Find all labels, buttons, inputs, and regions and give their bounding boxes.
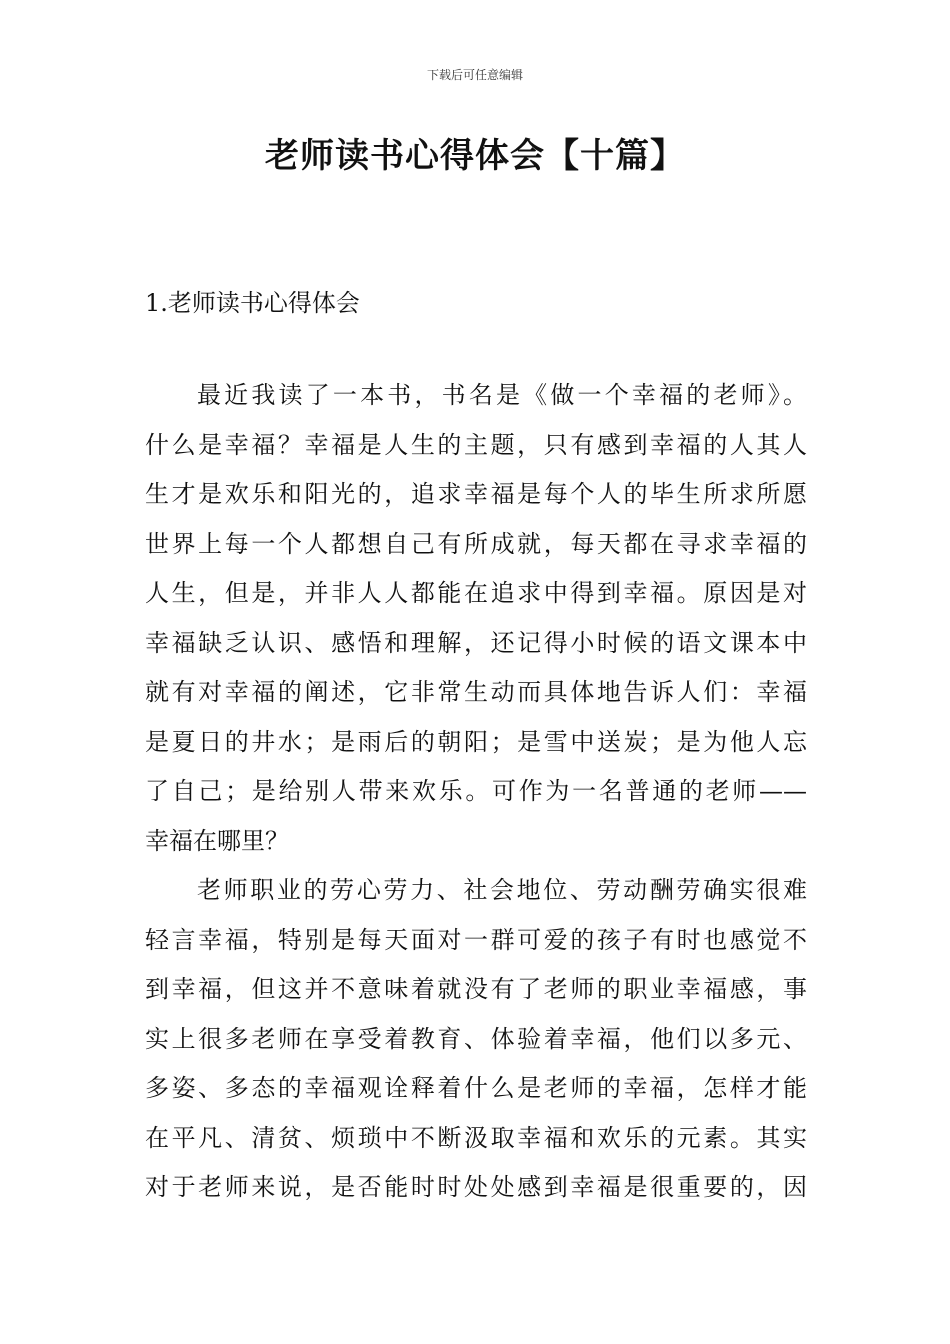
paragraph-line: 老师职业的劳心劳力、社会地位、劳动酬劳确实很难 [197,876,807,904]
paragraph-line: 幸福缺乏认识、感悟和理解，还记得小时候的语文课本中 [145,628,807,657]
paragraph-line: 对于老师来说，是否能时时处处感到幸福是很重要的，因 [145,1173,807,1201]
body-text [145,371,807,1213]
page-header-note: 下载后可任意编辑 [426,68,523,82]
paragraph-line: 了自己；是给别人带来欢乐。可作为一名普通的老师—— [145,777,807,805]
paragraph-line: 是夏日的井水；是雨后的朝阳；是雪中送炭；是为他人忘 [145,727,807,756]
paragraph-line: 什么是幸福？幸福是人生的主题，只有感到幸福的人其人 [145,430,807,459]
paragraph-line: 幸福在哪里？ [145,826,289,855]
paragraph-line: 到幸福，但这并不意味着就没有了老师的职业幸福感，事 [145,975,807,1003]
paragraph-line: 就有对幸福的阐述，它非常生动而具体地告诉人们：幸福 [145,678,807,706]
paragraph-line: 在平凡、清贫、烦琐中不断汲取幸福和欢乐的元素。其实 [145,1123,807,1152]
paragraph-line: 轻言幸福，特别是每天面对一群可爱的孩子有时也感觉不 [145,925,807,954]
paragraph-line: 实上很多老师在享受着教育、体验着幸福，他们以多元、 [145,1024,807,1053]
section-heading: 1.老师读书心得体会 [145,289,360,317]
document-title: 老师读书心得体会【十篇】 [265,136,685,176]
paragraph-line: 多姿、多态的幸福观诠释着什么是老师的幸福，怎样才能 [145,1074,807,1102]
paragraph-line: 最近我读了一本书，书名是《做一个幸福的老师》。 [197,381,807,409]
paragraph-line: 人生，但是，并非人人都能在追求中得到幸福。原因是对 [145,579,807,607]
paragraph-line: 生才是欢乐和阳光的，追求幸福是每个人的毕生所求所愿 [145,480,807,508]
paragraph-line: 世界上每一个人都想自己有所成就，每天都在寻求幸福的 [145,529,807,558]
